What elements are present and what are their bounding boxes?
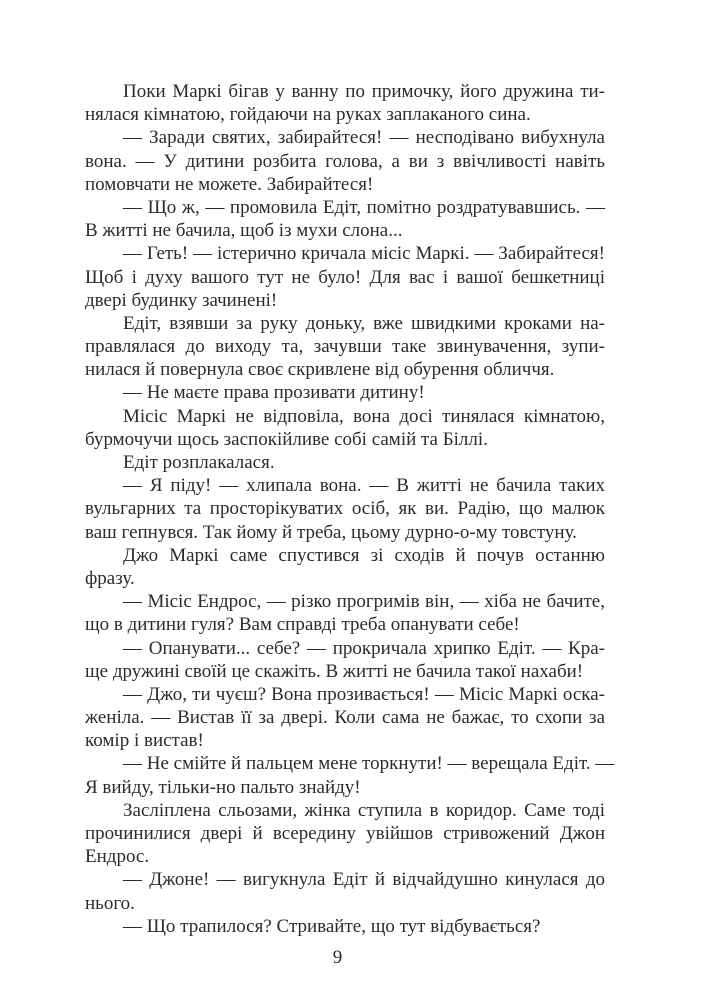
text-line: Я вийду, тільки-но пальто знайду! [85,776,361,798]
text-line: — Не смійте й пальцем мене торкнути! — верещала Едіт. — [123,753,615,775]
text-line: — Не маєте права прозивати дитину! [123,382,425,404]
text-line: — Що ж, — промовила Едіт, помітно роздратувавшись. — [123,196,605,218]
page-number: 9 [332,947,343,968]
text-line: фразу. [85,567,135,589]
text-line: — Геть! — істерично кричала місіс Маркі. — Забирайтеся! [123,243,605,265]
text-line: Засліплена сльозами, жінка ступила в коридор. Саме тоді [123,799,605,821]
text-line: комір і вистав! [85,730,204,752]
text-line: ще дружині своїй це скажіть. В житті не бачила такої нахаби! [85,660,584,682]
text-line: нилася й повернула своє скривлене від обурення обличчя. [85,359,555,381]
body-text [85,80,615,938]
text-line: — Я піду! — хлипала вона. — В житті не бачила таких [123,475,605,497]
text-line: — Опанувати... себе? — прокричала хрипко Едіт. — Кра- [123,637,605,659]
text-line: Ендрос. [85,846,150,868]
text-line: Едіт, взявши за руку доньку, вже швидкими кроками на- [123,312,605,334]
text-line: що в дитини гуля? Вам справді треба опанувати себе! [85,614,520,636]
text-line: вона. — У дитини розбита голова, а ви з ввічливості навіть [85,150,605,172]
text-line: Едіт розплакалася. [123,452,275,473]
text-line: нього. [85,892,135,914]
text-line: — Що трапилося? Стривайте, що тут відбувається? [123,915,541,937]
text-line: — Заради святих, забирайтеся! — несподівано вибухнула [123,127,605,149]
text-line: — Джо, ти чуєш? Вона прозивається! — Місіс Маркі оска- [123,683,605,705]
text-line: вульгарних та просторікуватих осіб, як ви. Радію, що малюк [85,498,605,520]
text-line: бурмочучи щось заспокійливе собі самій та Біллі. [85,428,488,450]
text-line: В житті не бачила, щоб із мухи слона... [85,220,403,242]
text-line: нялася кімнатою, гойдаючи на руках заплаканого сина. [85,104,531,126]
text-line: — Місіс Ендрос, — різко прогримів він, — хіба не бачите, [123,591,605,613]
text-line: прочинилися двері й всередину увійшов стривожений Джон [85,823,605,844]
text-line: — Джоне! — вигукнула Едіт й відчайдушно кинулася до [123,869,605,891]
text-line: Місіс Маркі не відповіла, вона досі тинялася кімнатою, [123,405,605,427]
text-line: помовчати не можете. Забирайтеся! [85,173,374,195]
text-line: Поки Маркі бігав у ванну по примочку, його дружина ти- [123,81,605,102]
text-line: женіла. — Вистав її за двері. Коли сама не бажає, то схопи за [85,707,605,729]
text-line: двері будинку зачинені! [85,289,278,311]
text-line: Щоб і духу вашого тут не було! Для вас і вашої бешкетниці [85,266,605,288]
text-line: ваш гепнувся. Так йому й треба, цьому дурно-о-му товстуну. [85,521,577,543]
text-line: Джо Маркі саме спустився зі сходів й почув останню [123,544,605,566]
text-line: правлялася до виходу та, зачувши таке звинувачення, зупи- [85,336,605,358]
